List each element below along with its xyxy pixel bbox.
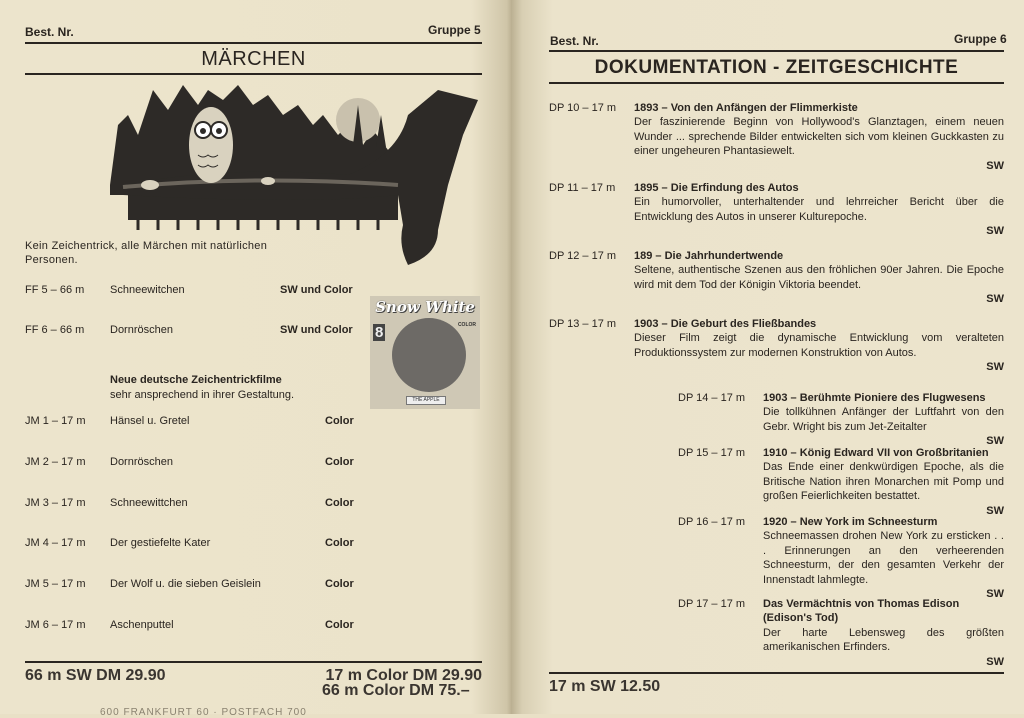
entry-title: 1920 – New York im Schneesturm — [763, 516, 938, 528]
film-title: Schneewitchen — [110, 284, 185, 296]
film-title: Schneewittchen — [110, 496, 188, 509]
film-code: JM 6 – 17 m — [25, 619, 86, 631]
film-format: Color — [325, 415, 354, 427]
poster-color: COLOR — [457, 322, 476, 328]
entry-code: DP 16 – 17 m — [678, 516, 746, 528]
film-row — [25, 578, 355, 592]
film-format: Color — [325, 496, 354, 509]
film-code: JM 4 – 17 m — [25, 537, 86, 550]
entry-title: 1903 – Die Geburt des Fließbandes — [634, 318, 817, 330]
poster-8mm: 8 — [375, 324, 384, 341]
animated-subheading: sehr ansprechend in ihrer Gestaltung. — [110, 389, 295, 401]
price-color-17: 17 m Color DM 29.90 — [325, 667, 482, 684]
group-label: Gruppe 5 — [428, 23, 481, 37]
entry-format: SW — [986, 361, 1004, 374]
divider — [25, 42, 482, 44]
entry-title: 189 – Die Jahrhundertwende — [634, 250, 784, 262]
right-page — [512, 0, 1024, 714]
film-title: Aschenputtel — [110, 619, 174, 631]
poster-apple: THE APPLE — [406, 396, 446, 405]
entry-description: Der faszinierende Beginn von Hollywood's Glanztagen, einem neuen Wunder ... sprechende Bilder entwickelten sich vom kleinen Guckkasten zu einer ungeheuren Phantasiewelt. — [634, 116, 1004, 158]
divider — [549, 82, 1004, 84]
entry-format: SW — [986, 655, 1004, 668]
section-title: MÄRCHEN — [201, 48, 306, 70]
film-row — [25, 537, 355, 551]
divider — [549, 50, 1004, 52]
entry-code: DP 17 – 17 m — [678, 598, 746, 610]
entry-code: DP 13 – 17 m — [549, 318, 617, 330]
poster-circle — [392, 318, 466, 392]
film-format: Color — [325, 578, 354, 591]
film-row — [25, 497, 355, 511]
film-title: Dornröschen — [110, 324, 173, 336]
film-title: Dornröschen — [110, 455, 173, 468]
entry-description: Ein humorvoller, unterhaltender und lehrreicher Bericht über die Entwicklung des Autos in unserer Kulturepoche. — [634, 196, 1004, 223]
film-title: Der Wolf u. die sieben Geislein — [110, 578, 261, 591]
entry-code: DP 10 – 17 m — [549, 102, 617, 114]
film-format: Color — [325, 619, 354, 631]
film-format: SW und Color — [280, 284, 353, 296]
entry-title: 1910 – König Edward VII von Großbritanien — [763, 447, 989, 459]
entry-code: DP 11 – 17 m — [549, 182, 616, 194]
entry-format: SW — [986, 435, 1004, 448]
entry-format: SW — [986, 159, 1004, 172]
film-format: Color — [325, 455, 354, 468]
film-code: JM 3 – 17 m — [25, 496, 86, 509]
entry-title: Das Vermächtnis von Thomas Edison (Edison's Tod) — [763, 598, 960, 625]
price-sw: 66 m SW DM 29.90 — [25, 667, 166, 684]
footer-address: 600 FRANKFURT 60 · POSTFACH 700 — [100, 707, 307, 718]
animated-heading: Neue deutsche Zeichentrickfilme — [110, 374, 282, 386]
entry-description: Das Ende einer denkwürdigen Epoche, als die Britische Nation ihren Monarchen mit Pomp und großen Feierlichkeiten bestattet. — [763, 461, 1004, 503]
poster-logo: Snow White — [375, 298, 475, 316]
film-code: FF 5 – 66 m — [25, 284, 85, 296]
film-format: SW und Color — [280, 324, 353, 336]
group-label: Gruppe 6 — [954, 32, 1007, 46]
entry-format: SW — [986, 293, 1004, 306]
entry-code: DP 15 – 17 m — [678, 447, 746, 459]
entry-format: SW — [986, 504, 1004, 517]
best-nr-label: Best. Nr. — [25, 25, 74, 39]
entry-title: 1893 – Von den Anfängen der Flimmerkiste — [634, 102, 858, 114]
entry-description: Die tollkühnen Anfänger der Luftfahrt von den Gebr. Wright bis zum Jet-Zeitalter — [763, 406, 1004, 433]
entry-description: Seltene, authentische Szenen aus den fröhlichen 90er Jahren. Die Epoche wird mit dem Tod der Königin Viktoria beendet. — [634, 264, 1004, 291]
entry-format: SW — [986, 225, 1004, 238]
film-code: JM 5 – 17 m — [25, 578, 86, 591]
snow-white-poster — [370, 296, 480, 409]
entry-title: 1895 – Die Erfindung des Autos — [634, 182, 799, 194]
entry-title: 1903 – Berühmte Pioniere des Flugwesens — [763, 392, 986, 404]
entry-description: Schneemassen drohen New York zu ersticken . . . Erinnerungen an den verheerenden Schneesturm, der den gesamten Verkehr der Innenstadt lahmlegte. — [763, 530, 1004, 586]
price-sw: 17 m SW 12.50 — [549, 678, 661, 695]
film-title: Der gestiefelte Kater — [110, 537, 211, 550]
best-nr-label: Best. Nr. — [550, 34, 599, 48]
section-title: DOKUMENTATION - ZEITGESCHICHTE — [594, 57, 959, 78]
film-code: JM 2 – 17 m — [25, 455, 86, 468]
entry-code: DP 12 – 17 m — [549, 250, 617, 262]
film-row — [25, 284, 355, 298]
entry-description: Dieser Film zeigt die dynamische Entwicklung vom veralteten Produktionssystem zur modernen Konstruktion von Autos. — [634, 332, 1004, 359]
film-row — [25, 324, 355, 338]
film-row — [25, 456, 355, 470]
intro-text: Kein Zeichentrick, alle Märchen mit natürlichen Personen. — [25, 240, 268, 266]
price-color-66: 66 m Color DM 75.– — [322, 682, 470, 699]
entry-code: DP 14 – 17 m — [678, 392, 746, 404]
entry-format: SW — [986, 588, 1004, 601]
film-code: JM 1 – 17 m — [25, 415, 86, 427]
film-code: FF 6 – 66 m — [25, 324, 85, 336]
film-title: Hänsel u. Gretel — [110, 415, 190, 427]
film-row — [25, 619, 355, 633]
film-row — [25, 415, 355, 429]
entry-description: Der harte Lebensweg des größten amerikanischen Erfinders. — [763, 626, 1004, 654]
divider — [25, 73, 482, 75]
divider — [25, 661, 482, 663]
film-format: Color — [325, 537, 354, 550]
divider — [549, 672, 1004, 674]
